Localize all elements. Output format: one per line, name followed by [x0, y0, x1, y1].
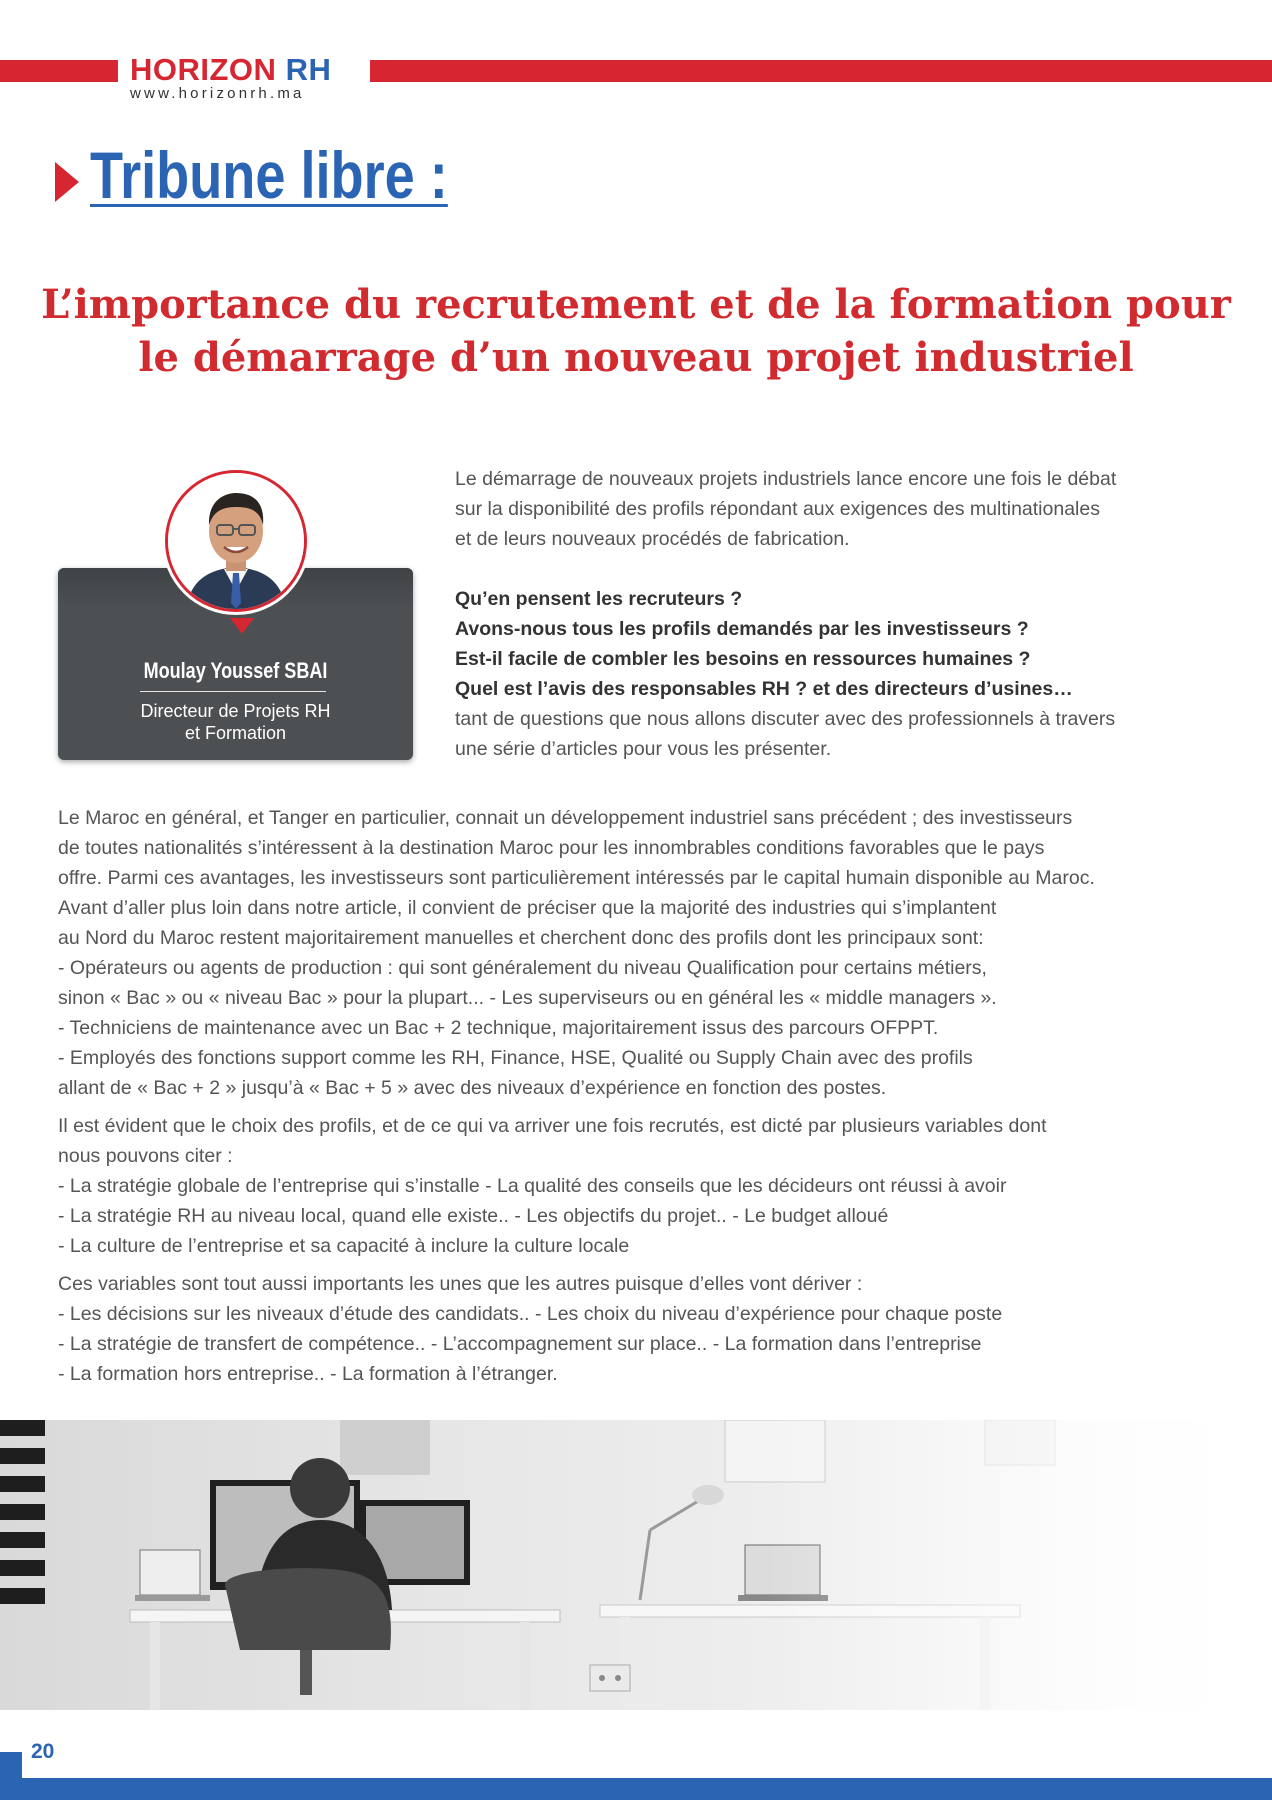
body-line: - Les décisions sur les niveaux d’étude des candidats.. - Les choix du niveau d’expérience pour chaque poste — [58, 1303, 1003, 1325]
body-paragraph-1 — [58, 803, 1210, 1103]
body-paragraph-2 — [58, 1111, 1210, 1261]
author-name: Moulay Youssef SBAI — [143, 658, 328, 683]
article-body — [58, 803, 1210, 1397]
intro-closing-line: tant de questions que nous allons discuter avec des professionnels à travers — [455, 708, 1116, 730]
body-line: sinon « Bac » ou « niveau Bac » pour la plupart... - Les superviseurs ou en général les « middle managers ». — [58, 987, 997, 1009]
logo-url: www.horizonrh.ma — [130, 85, 305, 102]
avatar-pin-icon — [230, 618, 254, 634]
logo-word-horizon: HORIZON — [130, 52, 277, 87]
body-line: - Employés des fonctions support comme les RH, Finance, HSE, Qualité ou Supply Chain avec des profils — [58, 1047, 973, 1069]
logo-word-rh: RH — [285, 52, 332, 87]
horizon-rh-logo[interactable] — [130, 54, 370, 102]
body-line: - Opérateurs ou agents de production : qui sont généralement du niveau Qualification pour certains métiers, — [58, 957, 987, 979]
article-headline — [40, 278, 1232, 384]
logo-wordmark — [130, 54, 370, 86]
body-line: au Nord du Maroc restent majoritairement manuelles et cherchent donc des profils dont les principaux sont: — [58, 927, 984, 949]
body-line: - Techniciens de maintenance avec un Bac + 2 technique, majoritairement issus des parcours OFPPT. — [58, 1017, 939, 1039]
body-line: - La stratégie RH au niveau local, quand elle existe.. - Les objectifs du projet.. - Le budget alloué — [58, 1205, 889, 1227]
intro-spacer — [455, 554, 1215, 584]
intro-question: Quel est l’avis des responsables RH ? et des directeurs d’usines… — [455, 678, 1073, 700]
intro-question: Est-il facile de combler les besoins en ressources humaines ? — [455, 648, 1031, 670]
page-number: 20 — [31, 1740, 55, 1763]
intro-question: Avons-nous tous les profils demandés par les investisseurs ? — [455, 618, 1029, 640]
body-line: Avant d’aller plus loin dans notre article, il convient de préciser que la majorité des industries qui s’implantent — [58, 897, 997, 919]
author-portrait-icon — [168, 473, 304, 609]
footer-blue-bar — [0, 1778, 1272, 1800]
body-line: - La stratégie de transfert de compétence.. - L’accompagnement sur place.. - La formation dans l’entreprise — [58, 1333, 982, 1355]
author-role-line-1: Directeur de Projets RH — [140, 701, 331, 721]
intro-line: sur la disponibilité des profils répondant aux exigences des multinationales — [455, 498, 1100, 520]
header-red-bar-right — [370, 60, 1272, 82]
headline-line-1: L’importance du recrutement et de la formation pour — [41, 281, 1231, 328]
office-photo — [0, 1420, 1272, 1710]
author-role-line-2: et Formation — [184, 723, 287, 743]
intro-closing-line: une série d’articles pour vous les présenter. — [455, 738, 832, 760]
section-title: Tribune libre : — [90, 138, 448, 212]
body-paragraph-3 — [58, 1269, 1210, 1389]
body-line: Il est évident que le choix des profils, et de ce qui va arriver une fois recrutés, est dicté par plusieurs variables dont — [58, 1115, 1047, 1137]
header-red-bar-left — [0, 60, 118, 82]
body-line: de toutes nationalités s’intéressent à la destination Maroc pour les innombrables conditions favorables que le pays — [58, 837, 1045, 859]
author-divider — [140, 691, 326, 692]
intro-line: et de leurs nouveaux procédés de fabrication. — [455, 528, 850, 550]
footer-notch — [0, 1752, 22, 1778]
headline-line-2: le démarrage d’un nouveau projet industriel — [138, 334, 1134, 381]
body-line: Ces variables sont tout aussi importants les unes que les autres puisque d’elles vont dériver : — [58, 1273, 863, 1295]
body-line: offre. Parmi ces avantages, les investisseurs sont particulièrement intéressés par le capital humain disponible au Maroc. — [58, 867, 1095, 889]
body-line: allant de « Bac + 2 » jusqu’à « Bac + 5 » avec des niveaux d’expérience en fonction des postes. — [58, 1077, 887, 1099]
body-line: Le Maroc en général, et Tanger en particulier, connait un développement industriel sans précédent ; des investisseurs — [58, 807, 1073, 829]
office-scene-image — [0, 1420, 1272, 1710]
intro-line: Le démarrage de nouveaux projets industriels lance encore une fois le débat — [455, 468, 1117, 490]
body-line: nous pouvons citer : — [58, 1145, 233, 1167]
body-line: - La stratégie globale de l’entreprise qui s’installe - La qualité des conseils que les décideurs ont réussi à avoir — [58, 1175, 1007, 1197]
intro-text — [455, 464, 1215, 764]
author-avatar — [165, 470, 307, 612]
triangle-arrow-icon — [55, 162, 79, 202]
intro-question: Qu’en pensent les recruteurs ? — [455, 588, 743, 610]
body-line: - La formation hors entreprise.. - La formation à l’étranger. — [58, 1363, 558, 1385]
body-line: - La culture de l’entreprise et sa capacité à inclure la culture locale — [58, 1235, 630, 1257]
author-role — [58, 700, 413, 744]
